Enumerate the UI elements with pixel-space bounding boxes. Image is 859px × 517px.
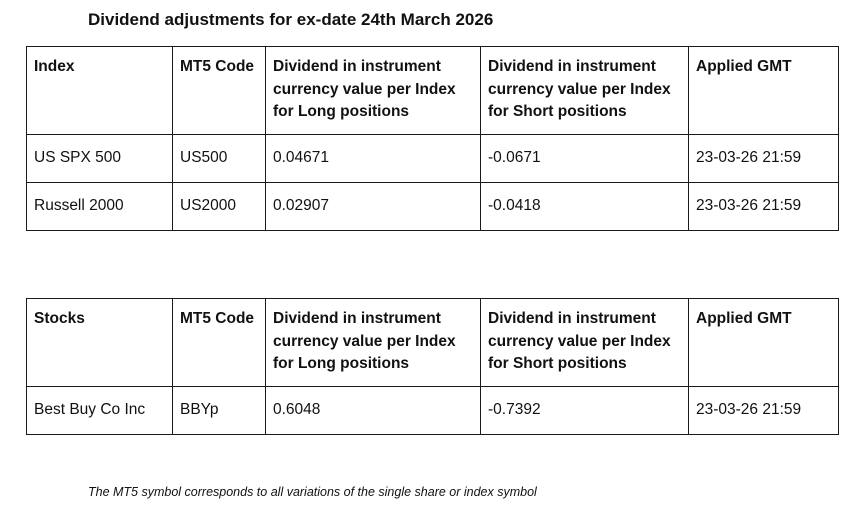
cell-mt5-code: BBYp	[173, 387, 266, 435]
stocks-table-header-row	[27, 299, 839, 387]
cell-applied-gmt: 23-03-26 21:59	[689, 387, 839, 435]
cell-short-dividend: -0.7392	[481, 387, 689, 435]
header-short-dividend: Dividend in instrument currency value per Index for Short positions	[481, 299, 689, 387]
cell-short-dividend: -0.0671	[481, 135, 689, 183]
cell-index-name: Russell 2000	[27, 183, 173, 231]
table-row	[27, 387, 839, 435]
cell-applied-gmt: 23-03-26 21:59	[689, 135, 839, 183]
cell-long-dividend: 0.04671	[266, 135, 481, 183]
cell-mt5-code: US500	[173, 135, 266, 183]
header-long-dividend: Dividend in instrument currency value per Index for Long positions	[266, 47, 481, 135]
page-title: Dividend adjustments for ex-date 24th March 2026	[88, 10, 494, 29]
header-stocks: Stocks	[27, 299, 173, 387]
index-table-header-row	[27, 47, 839, 135]
header-index: Index	[27, 47, 173, 135]
header-mt5-code: MT5 Code	[173, 47, 266, 135]
cell-stock-name: Best Buy Co Inc	[27, 387, 173, 435]
table-row	[27, 135, 839, 183]
header-short-dividend: Dividend in instrument currency value per Index for Short positions	[481, 47, 689, 135]
table-row	[27, 183, 839, 231]
cell-applied-gmt: 23-03-26 21:59	[689, 183, 839, 231]
header-applied-gmt: Applied GMT	[689, 299, 839, 387]
cell-long-dividend: 0.02907	[266, 183, 481, 231]
cell-short-dividend: -0.0418	[481, 183, 689, 231]
footnote: The MT5 symbol corresponds to all variations of the single share or index symbol	[88, 485, 537, 499]
cell-mt5-code: US2000	[173, 183, 266, 231]
cell-index-name: US SPX 500	[27, 135, 173, 183]
header-long-dividend: Dividend in instrument currency value per Index for Long positions	[266, 299, 481, 387]
header-mt5-code: MT5 Code	[173, 299, 266, 387]
cell-long-dividend: 0.6048	[266, 387, 481, 435]
stocks-dividend-table	[26, 298, 839, 435]
index-dividend-table	[26, 46, 839, 231]
header-applied-gmt: Applied GMT	[689, 47, 839, 135]
